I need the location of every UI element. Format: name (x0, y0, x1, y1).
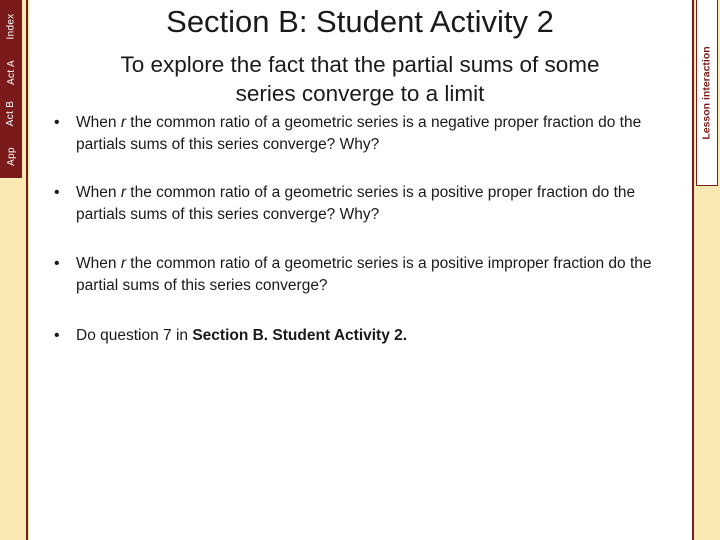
bullet-list (52, 112, 672, 347)
activity-reference: Section B. Student Activity 2. (192, 327, 408, 344)
tab-app[interactable] (0, 134, 22, 180)
lesson-interaction-tab[interactable] (696, 0, 718, 186)
variable-r: r (120, 114, 126, 131)
tab-act-b-label: Act B (5, 100, 17, 126)
right-rail-divider (692, 0, 694, 540)
right-nav-rail (692, 0, 720, 540)
left-rail-divider (26, 0, 28, 540)
bullet-item: • When r the common ratio of a geometric series is a positive improper fraction do the partial sums of this series converge? (52, 253, 672, 297)
tab-app-label: App (5, 146, 17, 166)
variable-r: r (120, 184, 126, 201)
lesson-interaction-label: Lesson interaction (701, 45, 714, 140)
slide-title: Section B: Student Activity 2 (166, 4, 554, 39)
subtitle-line-1: To explore the fact that the partial sums of some (120, 52, 600, 77)
slide-subtitle (40, 50, 680, 108)
variable-r: r (120, 255, 126, 272)
tab-act-a[interactable] (0, 52, 22, 94)
tab-act-a-label: Act A (5, 59, 17, 85)
bullet-item: • Do question 7 in Section B. Student Activity 2. (52, 325, 672, 347)
subtitle-line-2: series converge to a limit (235, 81, 485, 106)
bullet-item: • When r the common ratio of a geometric series is a positive proper fraction do the partials sums of this series converge? Why? (52, 182, 672, 226)
bullet-item: • When r the common ratio of a geometric series is a negative proper fraction do the partials sums of this series converge? Why? (52, 112, 672, 156)
tab-index-label: Index (5, 13, 17, 39)
tab-index[interactable] (0, 0, 22, 54)
tab-act-b[interactable] (0, 92, 22, 136)
left-nav-rail (0, 0, 29, 540)
